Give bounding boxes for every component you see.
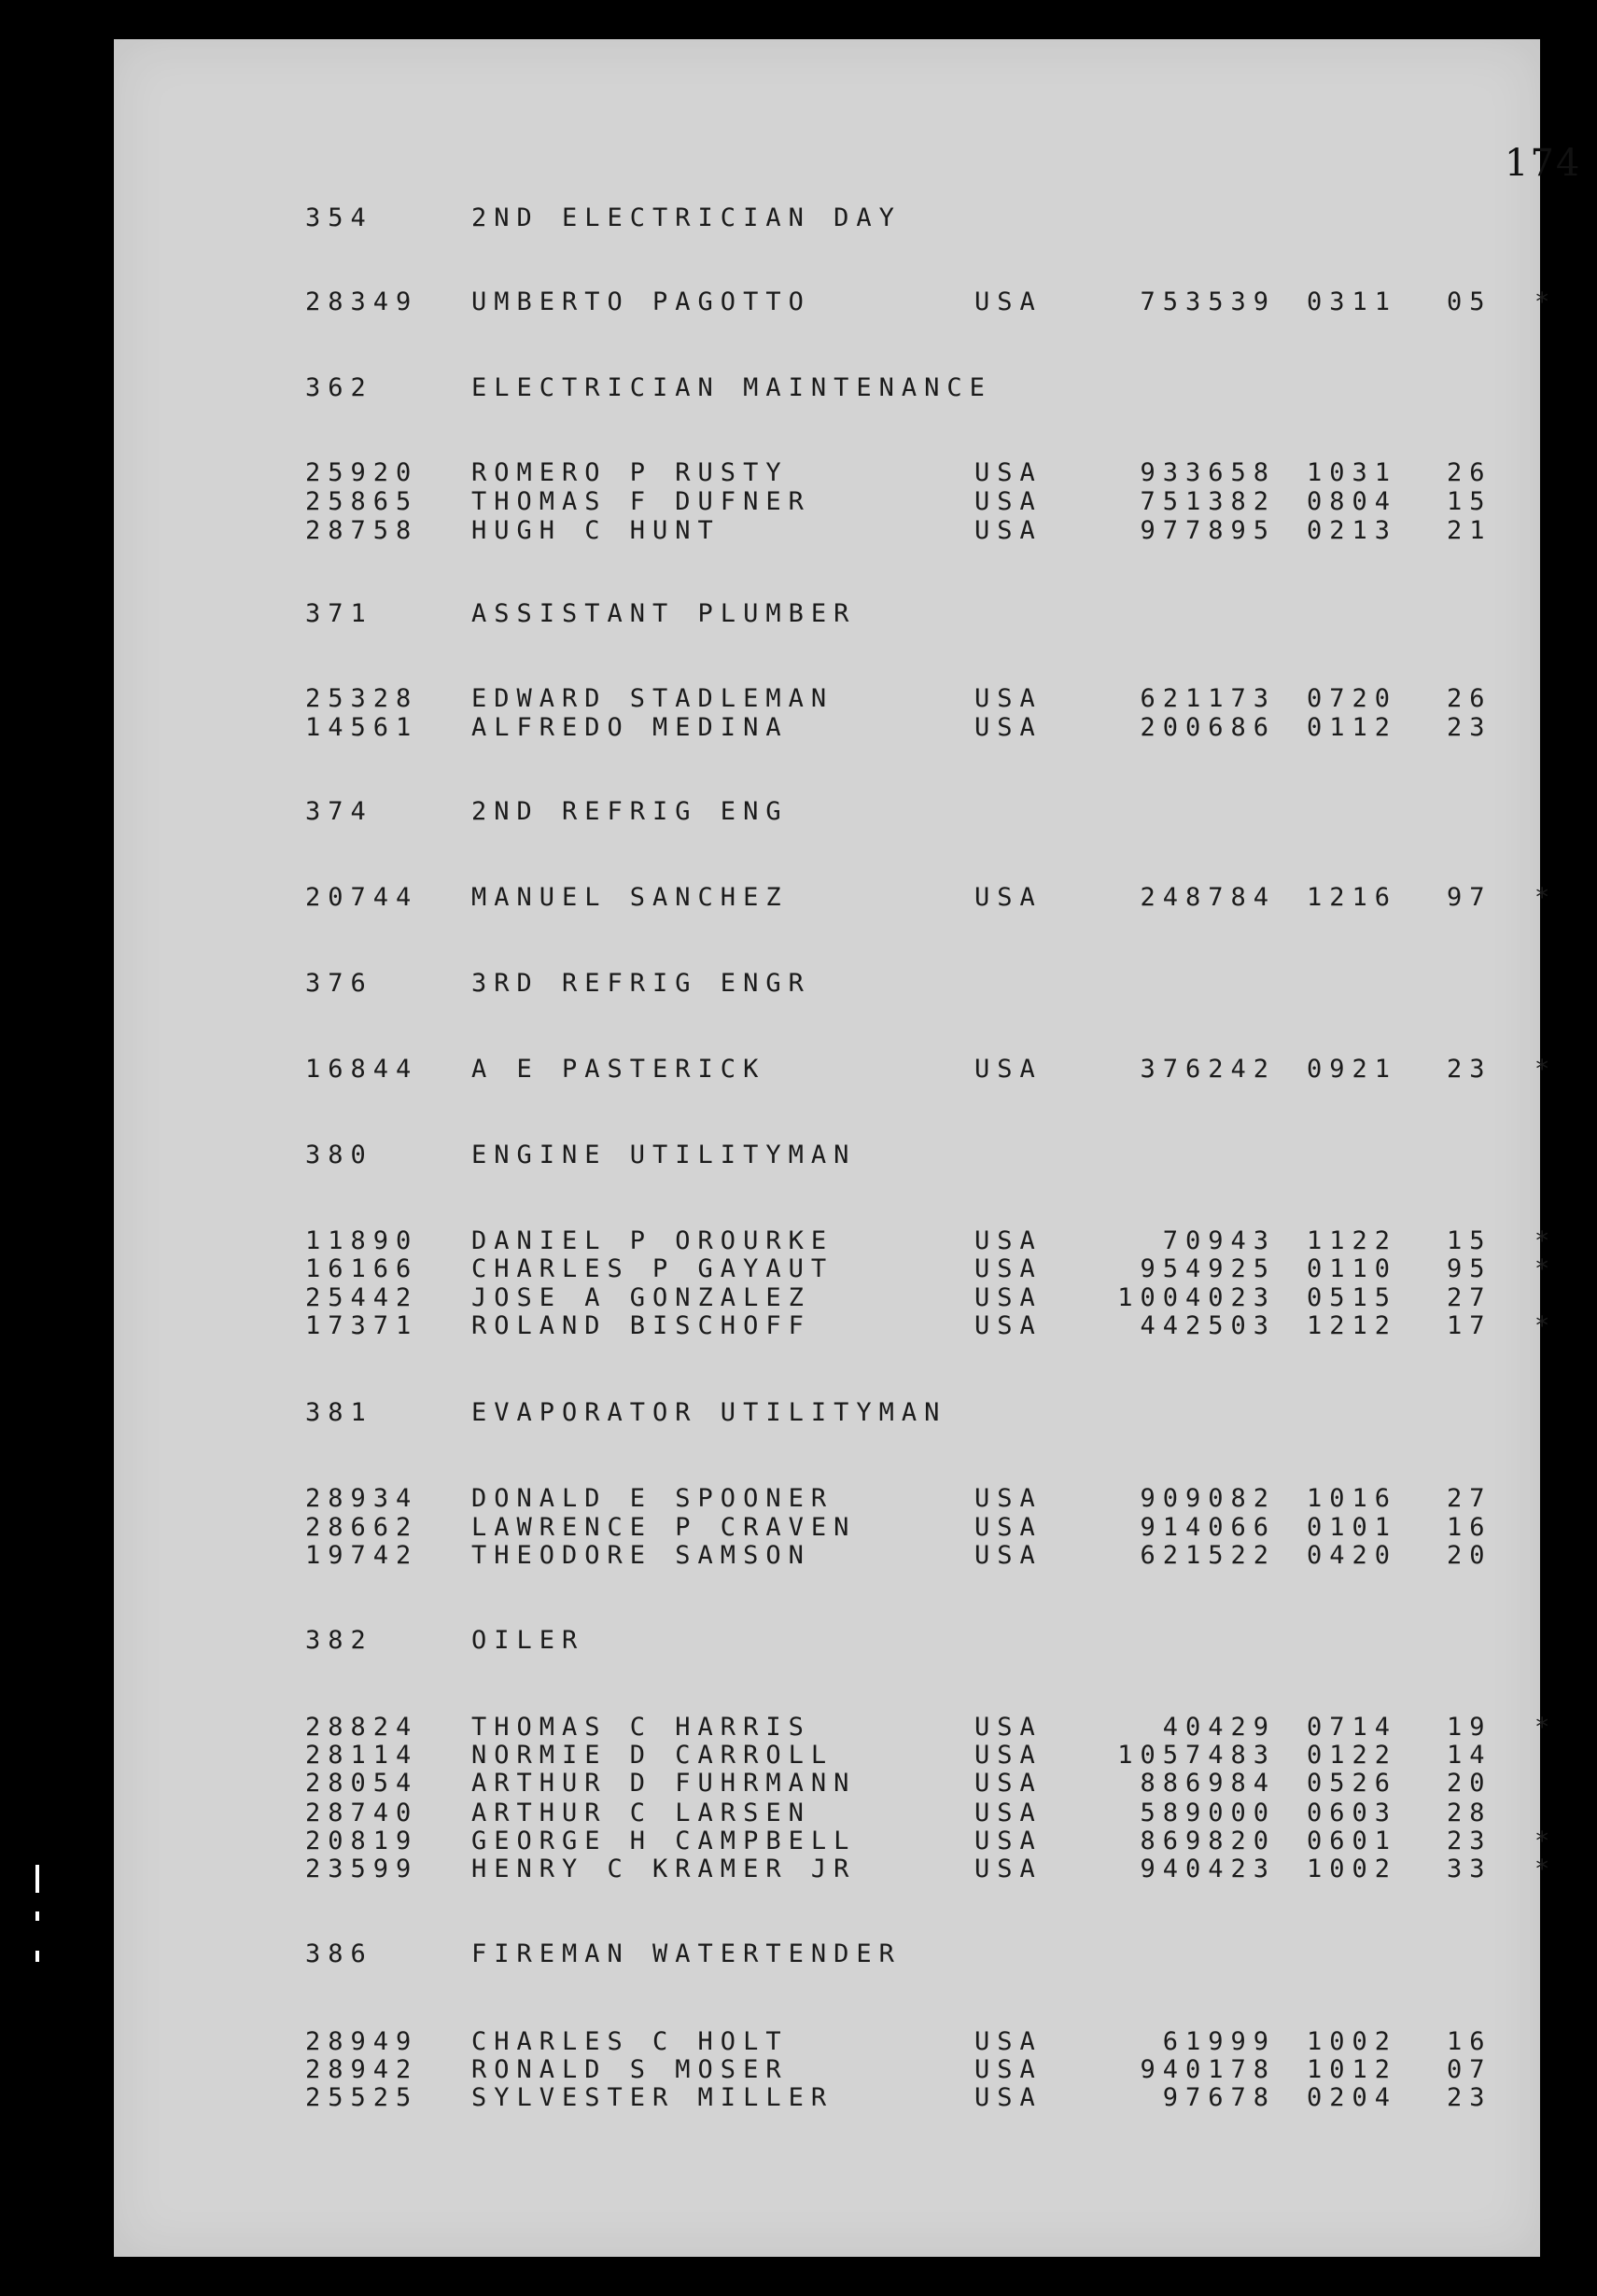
rating-title: 2ND ELECTRICIAN DAY (471, 203, 902, 232)
asterisk-mark: * (1534, 1055, 1558, 1084)
nationality: USA (974, 713, 1043, 742)
date-code: 0311 (1307, 287, 1398, 316)
crew-name: GEORGE H CAMPBELL (471, 1827, 857, 1855)
nationality: USA (974, 1855, 1043, 1883)
certificate-number: 869820 (1140, 1827, 1276, 1855)
nationality: USA (974, 287, 1043, 316)
book-number: 14561 (305, 713, 419, 742)
certificate-number: 1004023 (1117, 1283, 1276, 1312)
certificate-number: 589000 (1140, 1799, 1276, 1827)
crew-name: ARTHUR C LARSEN (471, 1799, 811, 1827)
date-code: 0420 (1307, 1541, 1398, 1570)
age: 23 (1447, 1055, 1492, 1084)
date-code: 0714 (1307, 1713, 1398, 1742)
asterisk-mark: * (1534, 1311, 1558, 1340)
date-code: 0110 (1307, 1254, 1398, 1283)
nationality: USA (974, 883, 1043, 912)
book-number: 19742 (305, 1541, 419, 1570)
date-code: 1122 (1307, 1226, 1398, 1255)
certificate-number: 753539 (1140, 287, 1276, 316)
age: 26 (1447, 684, 1492, 713)
date-code: 0921 (1307, 1055, 1398, 1084)
rating-title: ASSISTANT PLUMBER (471, 599, 857, 628)
rating-code: 380 (305, 1141, 373, 1169)
age: 21 (1447, 516, 1492, 545)
certificate-number: 40429 (1162, 1713, 1276, 1742)
asterisk-mark: * (1534, 883, 1558, 912)
age: 14 (1447, 1741, 1492, 1770)
certificate-number: 442503 (1140, 1311, 1276, 1340)
rating-title: 3RD REFRIG ENGR (471, 969, 811, 998)
nationality: USA (974, 684, 1043, 713)
crew-name: HENRY C KRAMER JR (471, 1855, 857, 1883)
certificate-number: 97678 (1162, 2083, 1276, 2112)
asterisk-mark: * (1534, 287, 1558, 316)
certificate-number: 940423 (1140, 1855, 1276, 1883)
date-code: 1016 (1307, 1484, 1398, 1513)
book-number: 25442 (305, 1283, 419, 1312)
edge-mark (35, 1911, 39, 1921)
book-number: 20744 (305, 883, 419, 912)
age: 28 (1447, 1799, 1492, 1827)
date-code: 1212 (1307, 1311, 1398, 1340)
book-number: 25525 (305, 2083, 419, 2112)
date-code: 1216 (1307, 883, 1398, 912)
book-number: 28740 (305, 1799, 419, 1827)
rating-code: 381 (305, 1398, 373, 1427)
crew-name: A E PASTERICK (471, 1055, 766, 1084)
asterisk-mark: * (1534, 1254, 1558, 1283)
certificate-number: 977895 (1140, 516, 1276, 545)
age: 15 (1447, 487, 1492, 516)
book-number: 16844 (305, 1055, 419, 1084)
date-code: 0526 (1307, 1769, 1398, 1798)
book-number: 25865 (305, 487, 419, 516)
crew-name: JOSE A GONZALEZ (471, 1283, 811, 1312)
certificate-number: 621522 (1140, 1541, 1276, 1570)
certificate-number: 621173 (1140, 684, 1276, 713)
date-code: 0101 (1307, 1513, 1398, 1542)
certificate-number: 909082 (1140, 1484, 1276, 1513)
date-code: 0603 (1307, 1799, 1398, 1827)
age: 19 (1447, 1713, 1492, 1742)
certificate-number: 248784 (1140, 883, 1276, 912)
book-number: 28949 (305, 2027, 419, 2056)
crew-name: LAWRENCE P CRAVEN (471, 1513, 857, 1542)
book-number: 28349 (305, 287, 419, 316)
rating-code: 354 (305, 203, 373, 232)
nationality: USA (974, 1254, 1043, 1283)
age: 23 (1447, 713, 1492, 742)
asterisk-mark: * (1534, 1855, 1558, 1883)
nationality: USA (974, 1226, 1043, 1255)
age: 27 (1447, 1484, 1492, 1513)
age: 20 (1447, 1769, 1492, 1798)
crew-name: THOMAS F DUFNER (471, 487, 811, 516)
crew-name: DONALD E SPOONER (471, 1484, 834, 1513)
date-code: 0213 (1307, 516, 1398, 545)
asterisk-mark: * (1534, 1713, 1558, 1742)
rating-title: 2ND REFRIG ENG (471, 797, 789, 826)
crew-name: ALFREDO MEDINA (471, 713, 789, 742)
rating-title: OILER (471, 1626, 585, 1655)
crew-name: THOMAS C HARRIS (471, 1713, 811, 1742)
certificate-number: 61999 (1162, 2027, 1276, 2056)
crew-name: CHARLES P GAYAUT (471, 1254, 834, 1283)
book-number: 28934 (305, 1484, 419, 1513)
certificate-number: 940178 (1140, 2055, 1276, 2084)
book-number: 28758 (305, 516, 419, 545)
date-code: 1012 (1307, 2055, 1398, 2084)
rating-title: ELECTRICIAN MAINTENANCE (471, 373, 992, 402)
crew-name: THEODORE SAMSON (471, 1541, 811, 1570)
age: 17 (1447, 1311, 1492, 1340)
crew-name: ARTHUR D FUHRMANN (471, 1769, 857, 1798)
date-code: 1031 (1307, 458, 1398, 487)
book-number: 28114 (305, 1741, 419, 1770)
book-number: 16166 (305, 1254, 419, 1283)
date-code: 1002 (1307, 1855, 1398, 1883)
certificate-number: 954925 (1140, 1254, 1276, 1283)
age: 16 (1447, 1513, 1492, 1542)
nationality: USA (974, 1283, 1043, 1312)
age: 27 (1447, 1283, 1492, 1312)
book-number: 28054 (305, 1769, 419, 1798)
certificate-number: 751382 (1140, 487, 1276, 516)
book-number: 28942 (305, 2055, 419, 2084)
date-code: 0204 (1307, 2083, 1398, 2112)
age: 95 (1447, 1254, 1492, 1283)
edge-mark (35, 1951, 39, 1962)
nationality: USA (974, 1311, 1043, 1340)
nationality: USA (974, 1713, 1043, 1742)
book-number: 20819 (305, 1827, 419, 1855)
date-code: 0122 (1307, 1741, 1398, 1770)
nationality: USA (974, 487, 1043, 516)
nationality: USA (974, 1799, 1043, 1827)
crew-name: ROLAND BISCHOFF (471, 1311, 811, 1340)
crew-name: DANIEL P OROURKE (471, 1226, 834, 1255)
crew-name: RONALD S MOSER (471, 2055, 789, 2084)
certificate-number: 933658 (1140, 458, 1276, 487)
nationality: USA (974, 458, 1043, 487)
age: 23 (1447, 1827, 1492, 1855)
rating-code: 382 (305, 1626, 373, 1655)
nationality: USA (974, 1741, 1043, 1770)
age: 05 (1447, 287, 1492, 316)
nationality: USA (974, 1055, 1043, 1084)
crew-name: MANUEL SANCHEZ (471, 883, 789, 912)
certificate-number: 376242 (1140, 1055, 1276, 1084)
book-number: 28662 (305, 1513, 419, 1542)
rating-code: 362 (305, 373, 373, 402)
rating-title: FIREMAN WATERTENDER (471, 1939, 902, 1968)
date-code: 0601 (1307, 1827, 1398, 1855)
age: 07 (1447, 2055, 1492, 2084)
document-page (114, 39, 1582, 2257)
age: 26 (1447, 458, 1492, 487)
nationality: USA (974, 1541, 1043, 1570)
crew-name: SYLVESTER MILLER (471, 2083, 834, 2112)
age: 97 (1447, 883, 1492, 912)
date-code: 0720 (1307, 684, 1398, 713)
crew-name: HUGH C HUNT (471, 516, 721, 545)
age: 16 (1447, 2027, 1492, 2056)
certificate-number: 1057483 (1117, 1741, 1276, 1770)
date-code: 0112 (1307, 713, 1398, 742)
certificate-number: 914066 (1140, 1513, 1276, 1542)
nationality: USA (974, 516, 1043, 545)
rating-code: 371 (305, 599, 373, 628)
nationality: USA (974, 2055, 1043, 2084)
nationality: USA (974, 1484, 1043, 1513)
nationality: USA (974, 2027, 1043, 2056)
asterisk-mark: * (1534, 1226, 1558, 1255)
book-number: 17371 (305, 1311, 419, 1340)
nationality: USA (974, 1769, 1043, 1798)
edge-mark (35, 1865, 39, 1893)
rating-code: 376 (305, 969, 373, 998)
rating-title: EVAPORATOR UTILITYMAN (471, 1398, 947, 1427)
certificate-number: 886984 (1140, 1769, 1276, 1798)
certificate-number: 200686 (1140, 713, 1276, 742)
crew-name: EDWARD STADLEMAN (471, 684, 834, 713)
date-code: 0515 (1307, 1283, 1398, 1312)
nationality: USA (974, 1513, 1043, 1542)
date-code: 1002 (1307, 2027, 1398, 2056)
crew-name: UMBERTO PAGOTTO (471, 287, 811, 316)
book-number: 25920 (305, 458, 419, 487)
nationality: USA (974, 2083, 1043, 2112)
book-number: 23599 (305, 1855, 419, 1883)
rating-code: 386 (305, 1939, 373, 1968)
crew-name: NORMIE D CARROLL (471, 1741, 834, 1770)
certificate-number: 70943 (1162, 1226, 1276, 1255)
date-code: 0804 (1307, 487, 1398, 516)
page-number: 174 (1505, 142, 1582, 185)
crew-name: ROMERO P RUSTY (471, 458, 789, 487)
crew-name: CHARLES C HOLT (471, 2027, 789, 2056)
age: 33 (1447, 1855, 1492, 1883)
nationality: USA (974, 1827, 1043, 1855)
rating-title: ENGINE UTILITYMAN (471, 1141, 857, 1169)
age: 15 (1447, 1226, 1492, 1255)
asterisk-mark: * (1534, 1827, 1558, 1855)
rating-code: 374 (305, 797, 373, 826)
age: 23 (1447, 2083, 1492, 2112)
age: 20 (1447, 1541, 1492, 1570)
book-number: 11890 (305, 1226, 419, 1255)
book-number: 25328 (305, 684, 419, 713)
book-number: 28824 (305, 1713, 419, 1742)
